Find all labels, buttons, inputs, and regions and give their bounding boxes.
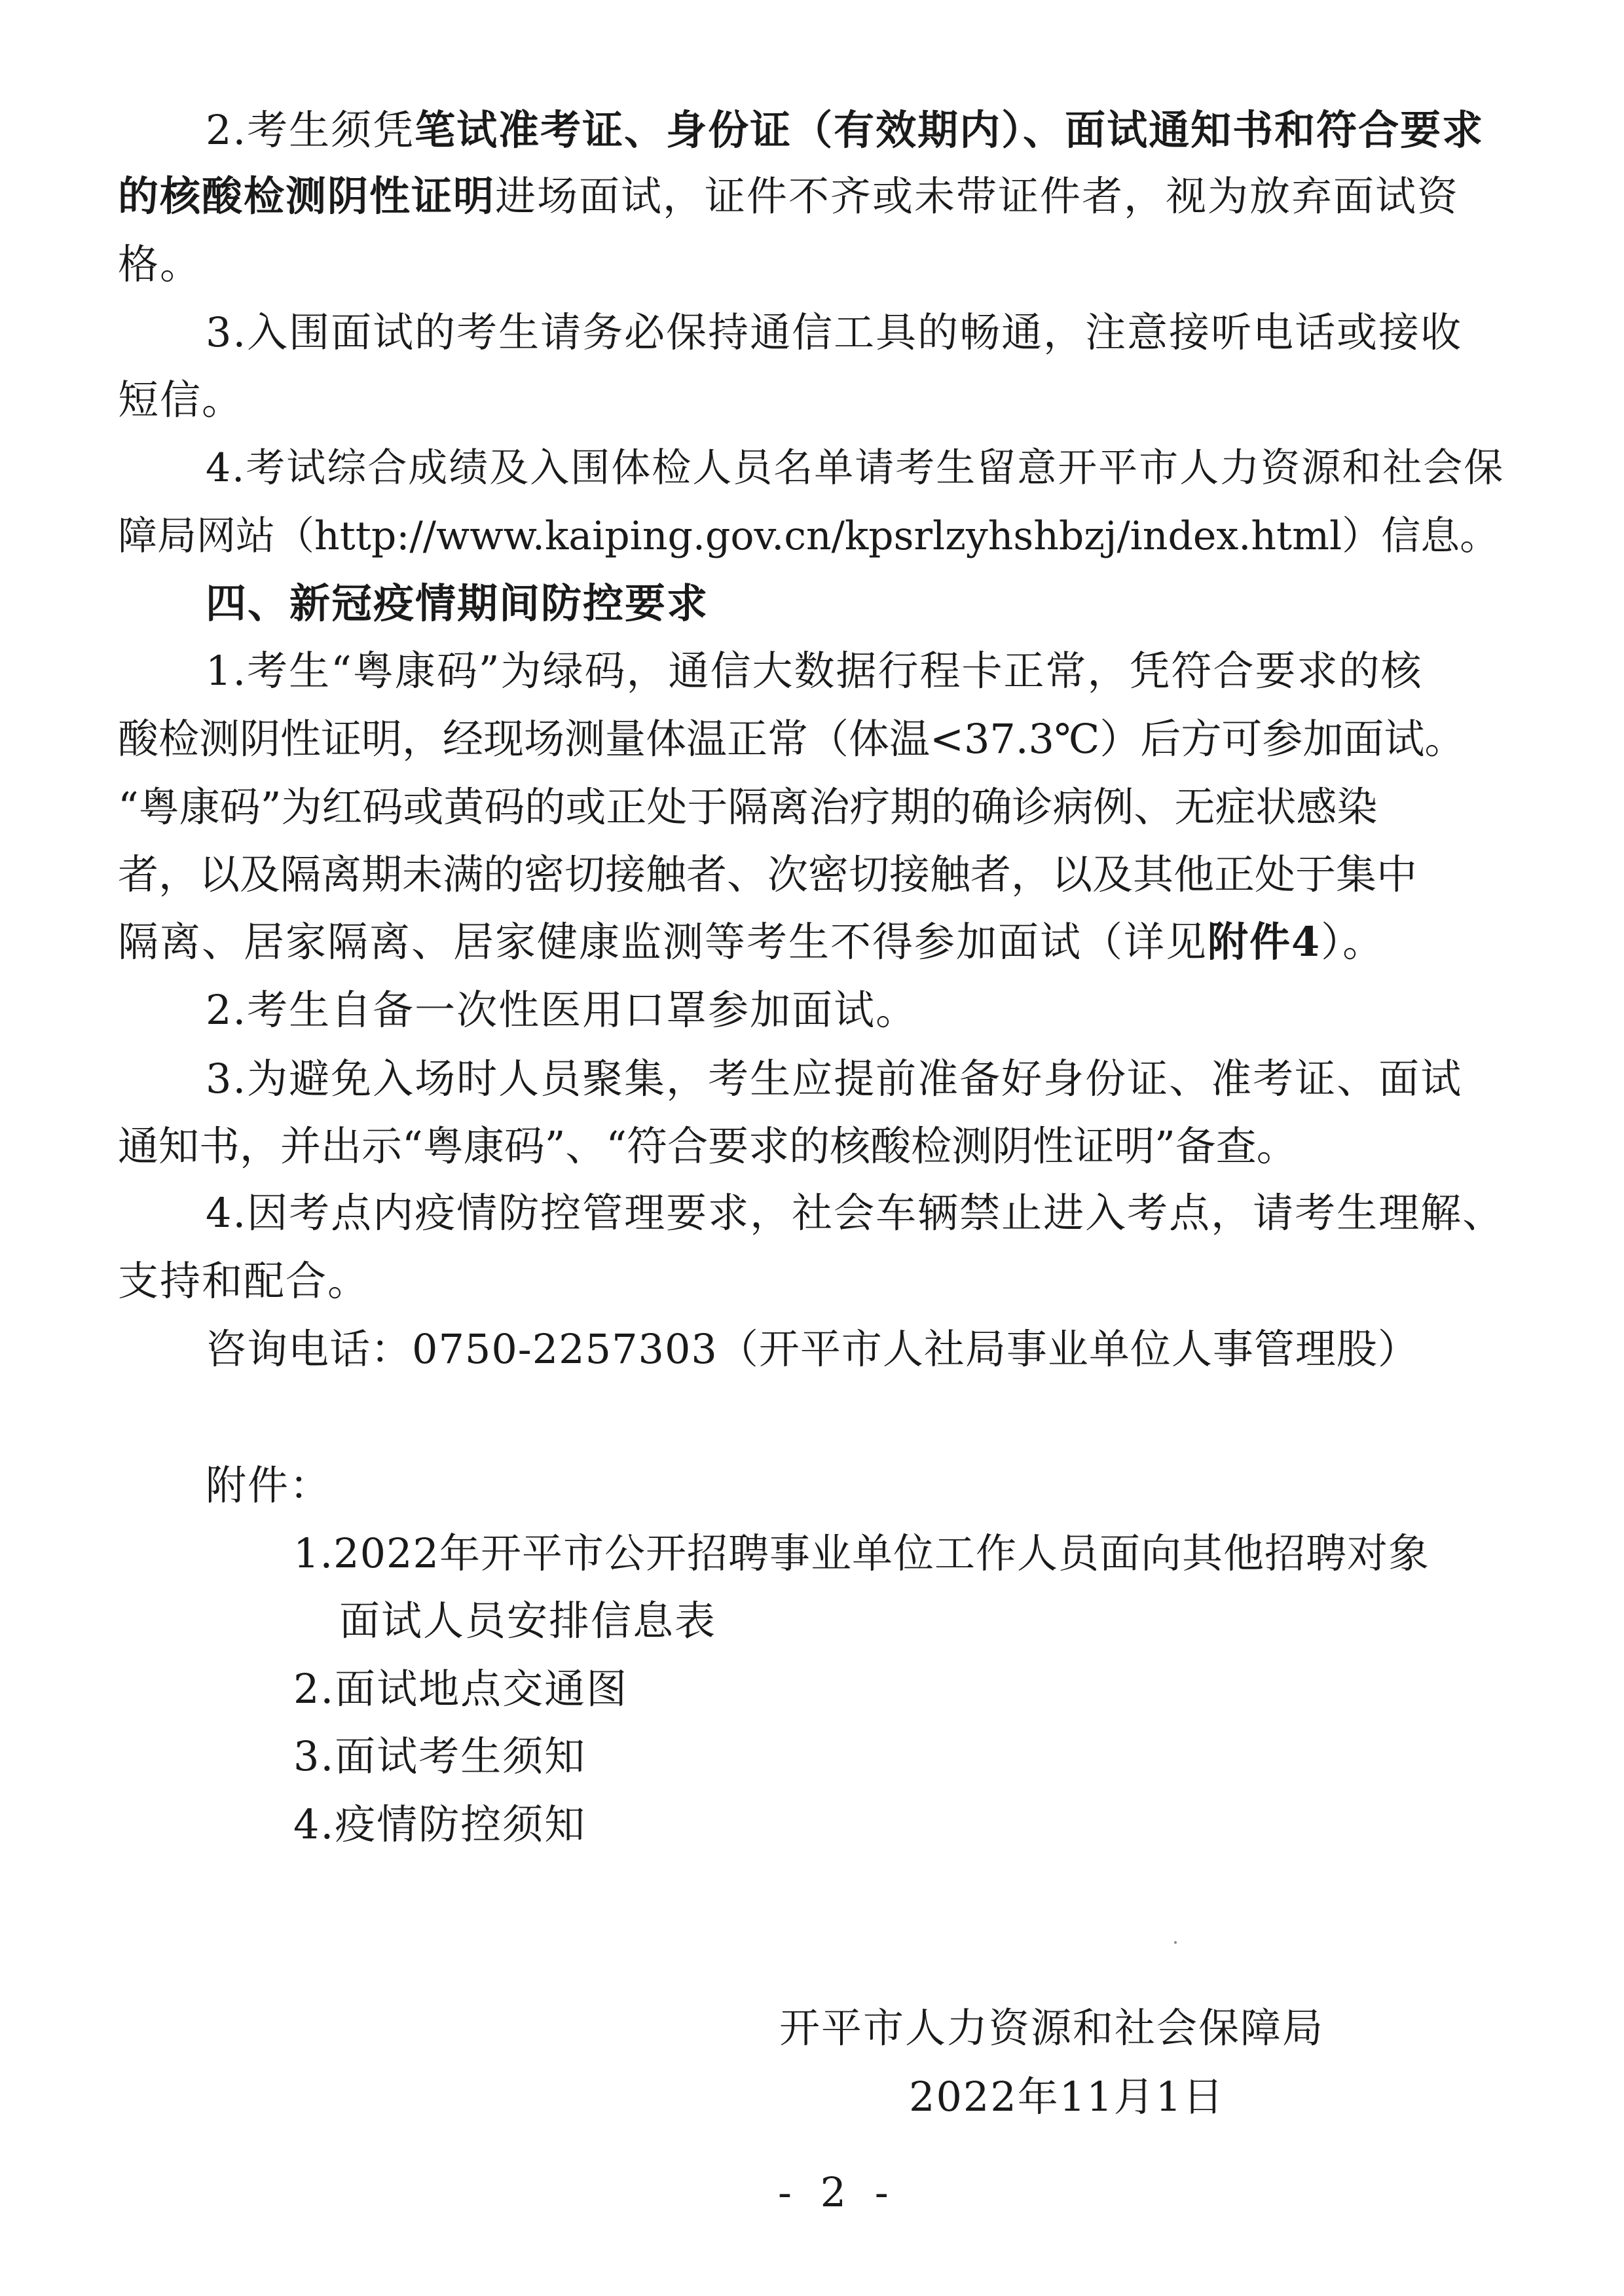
attachment-item-1-line-2: 面试人员安排信息表 [339, 1597, 717, 1645]
para-2-bold-nucleic-test: 的核酸检测阴性证明 [118, 172, 496, 220]
s4-para-4-line-1: 4.因考点内疫情防控管理要求，社会车辆禁止进入考点，请考生理解、 [206, 1189, 1505, 1237]
signature-date: 2022年11月1日 [909, 2073, 1225, 2121]
para-3-line-2: 短信。 [118, 376, 244, 424]
para-2-prefix: 2.考生须凭 [206, 106, 415, 154]
para-2-line-3: 格。 [118, 240, 202, 288]
scan-speck [1174, 1941, 1177, 1944]
attachments-label: 附件： [206, 1461, 332, 1509]
s4-para-1-line-2: 酸检测阴性证明，经现场测量体温正常（体温<37.3℃）后方可参加面试。 [118, 715, 1466, 763]
para-2-bold-documents: 笔试准考证、身份证（有效期内）、面试通知书和符合要求 [415, 106, 1485, 154]
para-4-line-1: 4.考试综合成绩及入围体检人员名单请考生留意开平市人力资源和社会保 [206, 445, 1505, 491]
attachment-item-1-line-1: 1.2022年开平市公开招聘事业单位工作人员面向其他招聘对象 [293, 1529, 1430, 1577]
attachment-item-4: 4.疫情防控须知 [293, 1800, 587, 1848]
s4-para-1-line-1: 1.考生“粤康码”为绿码，通信大数据行程卡正常，凭符合要求的核 [206, 647, 1423, 695]
section-4-heading: 四、新冠疫情期间防控要求 [206, 579, 709, 627]
para-2-line-2 [118, 172, 1460, 220]
s4-para-1-line-5 [118, 918, 1385, 966]
s4-para-3-line-1: 3.为避免入场时人员聚集，考生应提前准备好身份证、准考证、面试 [206, 1055, 1463, 1102]
signature-organization: 开平市人力资源和社会保障局 [779, 2004, 1325, 2052]
s4-para-3-line-2: 通知书，并出示“粤康码”、“符合要求的核酸检测阴性证明”备查。 [118, 1122, 1297, 1170]
attachment-4-reference: 附件4 [1208, 918, 1321, 966]
para-2-line-1 [206, 106, 1485, 154]
s4-para-1-line-5-text: 隔离、居家隔离、居家健康监测等考生不得参加面试（详见 [118, 918, 1208, 966]
s4-para-1-line-4: 者，以及隔离期未满的密切接触者、次密切接触者，以及其他正处于集中 [118, 850, 1418, 898]
s4-para-2: 2.考生自备一次性医用口罩参加面试。 [206, 986, 918, 1034]
attachment-item-2: 2.面试地点交通图 [293, 1665, 629, 1713]
s4-para-1-line-5-close: ）。 [1321, 918, 1385, 966]
contact-phone: 咨询电话：0750-2257303（开平市人社局事业单位人事管理股） [206, 1325, 1419, 1373]
s4-para-1-line-3: “粤康码”为红码或黄码的或正处于隔离治疗期的确诊病例、无症状感染 [118, 783, 1378, 831]
para-2-rest: 进场面试，证件不齐或未带证件者，视为放弃面试资 [495, 172, 1460, 220]
para-4-line-2: 障局网站（http://www.kaiping.gov.cn/kpsrlzyhshbzj/index.html）信息。 [118, 513, 1500, 559]
para-3-line-1: 3.入围面试的考生请务必保持通信工具的畅通，注意接听电话或接收 [206, 308, 1463, 356]
attachment-item-3: 3.面试考生须知 [293, 1732, 587, 1780]
s4-para-4-line-2: 支持和配合。 [118, 1257, 370, 1305]
page-number: - 2 - [778, 2168, 896, 2216]
